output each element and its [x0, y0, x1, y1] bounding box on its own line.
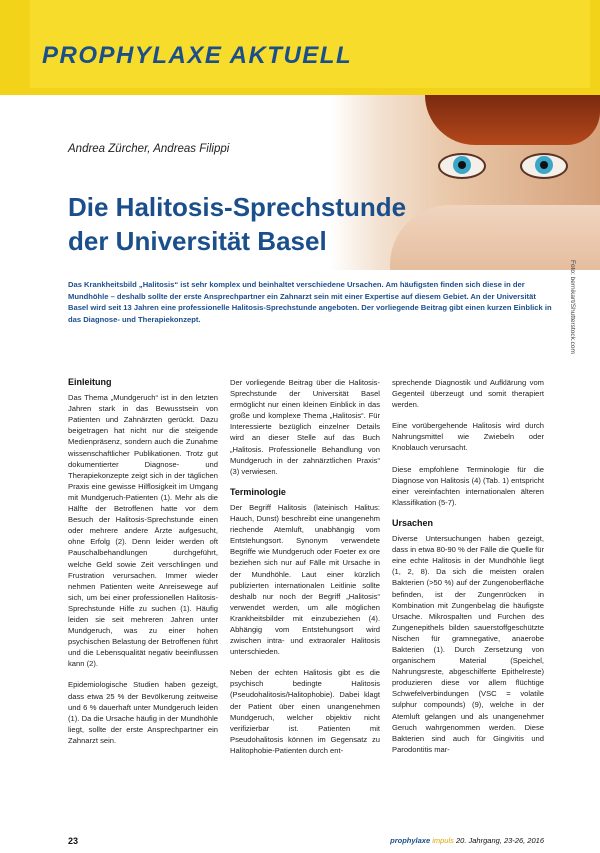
article-title-line1: Die Halitosis-Sprechstunde — [68, 192, 407, 222]
paragraph: Der vorliegende Beitrag über die Halitosis-Sprechstunde der Universität Basel ermöglicht nur einen kleinen Einblick in das große und komplexe Thema „Halitosis“. Für Interessierte bezüglich einzelner Details wird an dieser Stelle auf das Buch „Halitosis. Professionelle Behandlung von Mundgeruch in der zahnärztlichen Praxis“ (3) verwiesen. — [230, 378, 380, 476]
journal-brand: prophylaxe — [390, 836, 431, 845]
page-number: 23 — [68, 836, 79, 846]
text-column-2 — [230, 377, 380, 766]
paragraph: Das Thema „Mundgeruch“ ist in den letzten Jahren stark in das Bewusstsein von Patienten und Zahnärzten gerückt. Dazu beigetragen hat nicht nur die steigende Medienpräsenz, sondern auch die Zunahme wissenschaftlicher Publikationen. Trotz gut dokumentierter Diagnose- und Therapiekonzepte zeigt sich in der täglichen Praxis eine gewisse Hilflosigkeit im Umgang mit Mundgeruch-Patienten (1). Mehr als die Hälfte der Betroffenen hatte vor dem Besuch der Halitosis-Sprechstunde einen oder mehrere andere Ärzte aufgesucht, ohne Erfolg (2). Denn leider werden oft Pauschalbehandlungen durchgeführt, welche Geld sowie Zeit verschlingen und Frustration verursachen. Immer wieder nehmen Patienten weite Anreisewege auf sich, um bei einer professionellen Halitosis-Sprechstunde Hilfe zu suchen (1). Häufig leiden sie seit mehreren Jahren unter Mundgeruch, was zu einer hohen psychischen Belastung der Betroffenen führt und die Lebensqualität negativ beeinflussen kann (2). — [68, 393, 218, 669]
paragraph: Epidemiologische Studien haben gezeigt, dass etwa 25 % der Bevölkerung zeitweise und 6 % dauerhaft unter Mundgeruch leiden (1). Da die Ursache häufig in der Mundhöhle liegt, sollte der erste Ansprechpartner ein Zahnarzt sein. — [68, 680, 218, 745]
paragraph: Neben der echten Halitosis gibt es die psychisch bedingte Halitosis (Pseudohalitosis/Halitophobie). Dabei klagt der Patient über einen unangenehmen Mundgeruch, welcher objektiv nicht verifizierbar ist. Patienten mit Pseudohalitosis können im Gegensatz zu Halitophobie-Patienten durch ent- — [230, 668, 380, 755]
paragraph: Eine vorübergehende Halitosis wird durch Nahrungsmittel wie Zwiebeln oder Knoblauch verursacht. — [392, 421, 544, 453]
journal-brand-suffix: impuls — [432, 836, 454, 845]
photo-eye-left — [438, 153, 486, 179]
journal-issue: 20. Jahrgang, 23-26, 2016 — [456, 836, 544, 845]
section-title: PROPHYLAXE AKTUELL — [42, 42, 353, 69]
paragraph: Diverse Untersuchungen haben gezeigt, dass in etwa 80-90 % der Fälle die Quelle für eine echte Halitosis in der Mundhöhle liegt (1, 2, 8). Da sich die meisten oralen Bakterien (>50 %) auf der Zungenoberfläche befinden, ist der Zungenrücken in Kombination mit Zungenbelag die häufigste Ursache. Mikrospalten und Furchen des Zungenepithels bilden sauerstoffgeschützte Nischen für gramnegative, anaerobe Bakterien (1). Durch Zersetzung von organischem Material (Speichel, Nahrungsreste, abgeschilferte Epithelreste) produzieren diese vor allem flüchtige Schwefelverbindungen (VSC = volatile sulphur compounds) (9), welche in der Atemluft gelangen und als unangenehmer Geruch wahrgenommen werden. Diese Bakterien sind auch für Gingivitis und Parodontitis mar- — [392, 534, 544, 754]
photo-credit-text: Foto: bernikart/Shutterstock.com — [569, 260, 576, 354]
article-title — [68, 190, 406, 258]
photo-iris — [453, 156, 471, 174]
paragraph: Diese empfohlene Terminologie für die Diagnose von Halitosis (4) (Tab. 1) entspricht einer vereinfachten internationalen älteren Klassifikation (5-7). — [392, 464, 544, 507]
photo-eye-right — [520, 153, 568, 179]
photo-hair — [425, 95, 600, 145]
article-authors: Andrea Zürcher, Andreas Filippi — [68, 143, 230, 155]
heading-einleitung: Einleitung — [68, 377, 112, 387]
heading-ursachen: Ursachen — [392, 517, 434, 528]
paragraph: sprechende Diagnostik und Aufklärung vom Gegenteil überzeugt und somit therapiert werden. — [392, 378, 544, 410]
article-lead: Das Krankheitsbild „Halitosis“ ist sehr komplex und beinhaltet verschiedene Ursachen. Am häufigsten finden sich diese in der Mundhöhle – deshalb sollte der erste Ansprechpartner ein Zahnarzt sein mit einer Expertise auf diesem Gebiet. An der Universität Basel wird seit 13 Jahren eine professionelle Halitosis-Sprechstunde angeboten. Der vorliegende Beitrag gibt einen kurzen Einblick in das Diagnose- und Therapiekonzept. — [68, 280, 552, 324]
photo-credit — [566, 260, 578, 400]
photo-pupil — [458, 161, 466, 169]
article-title-line2: der Universität Basel — [68, 226, 327, 256]
photo-pupil — [540, 161, 548, 169]
photo-iris — [535, 156, 553, 174]
journal-footer — [390, 836, 544, 845]
text-column-1 — [68, 377, 218, 756]
paragraph: Der Begriff Halitosis (lateinisch Halitus: Hauch, Dunst) beschreibt eine unangenehm riechende Atemluft, unabhängig vom Entstehungsort. Synonym verwendete Begriffe wie Mundgeruch oder Foeter ex ore beziehen sich nur auf Fälle mit Ursache in der Mundhöhle. Laut einer kürzlich publizierten internationalen Leitlinie sollte deshalb nur noch der Begriff „Halitosis“ verwendet werden, um alle möglichen Krankheitsbilder mit einzubeziehen (4). Abhängig vom Entstehungsort wird zwischen intra- und extraoraler Halitosis unterschieden. — [230, 502, 380, 657]
heading-terminologie: Terminologie — [230, 486, 286, 497]
text-column-3 — [392, 377, 544, 765]
